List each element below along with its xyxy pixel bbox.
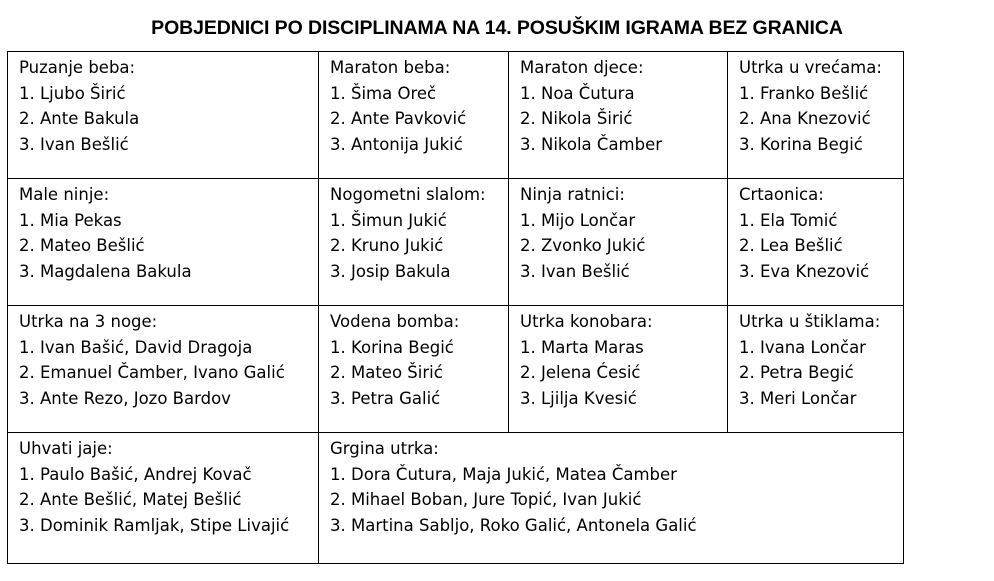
winner-third: 3. Magdalena Bakula (19, 261, 192, 281)
discipline-heading: Utrka na 3 noge: (19, 312, 158, 331)
winner-third: 3. Meri Lončar (739, 388, 857, 408)
winner-first: 1. Ivan Bašić, David Dragoja (19, 337, 253, 357)
table-row (8, 52, 904, 179)
winner-first: 1. Mia Pekas (19, 210, 122, 230)
winner-first: 1. Ljubo Širić (19, 83, 126, 103)
discipline-cell (8, 433, 319, 564)
discipline-cell (319, 306, 509, 433)
winner-first: 1. Ela Tomić (739, 210, 838, 230)
discipline-heading: Uhvati jaje: (19, 439, 113, 458)
discipline-cell (509, 52, 728, 179)
winner-third: 3. Ante Rezo, Jozo Bardov (19, 388, 231, 408)
winner-first: 1. Korina Begić (330, 337, 454, 357)
discipline-heading: Maraton djece: (520, 58, 644, 77)
discipline-heading: Ninja ratnici: (520, 185, 625, 204)
discipline-heading: Maraton beba: (330, 58, 451, 77)
winners-table (7, 51, 904, 564)
discipline-heading: Crtaonica: (739, 185, 824, 204)
page-title: POBJEDNICI PO DISCIPLINAMA NA 14. POSUŠKIM IGRAMA BEZ GRANICA (151, 17, 843, 39)
winner-third: 3. Martina Sabljo, Roko Galić, Antonela Galić (330, 515, 697, 535)
discipline-heading: Vodena bomba: (330, 312, 460, 331)
discipline-cell (509, 179, 728, 306)
winner-third: 3. Petra Galić (330, 388, 441, 408)
discipline-cell (8, 306, 319, 433)
discipline-cell (319, 52, 509, 179)
discipline-heading: Utrka u štiklama: (739, 312, 881, 331)
winner-second: 2. Petra Begić (739, 363, 854, 383)
discipline-heading: Grgina utrka: (330, 439, 439, 458)
winner-second: 2. Ante Pavković (330, 109, 467, 129)
discipline-cell (509, 306, 728, 433)
winner-second: 2. Nikola Širić (520, 109, 633, 129)
discipline-heading: Puzanje beba: (19, 58, 136, 77)
winner-first: 1. Mijo Lončar (520, 210, 636, 230)
winner-second: 2. Ante Bakula (19, 109, 140, 129)
winner-first: 1. Šima Oreč (330, 83, 437, 103)
discipline-heading: Utrka u vrećama: (739, 58, 882, 77)
winner-first: 1. Marta Maras (520, 337, 644, 357)
discipline-heading: Nogometni slalom: (330, 185, 486, 204)
winner-first: 1. Paulo Bašić, Andrej Kovač (19, 464, 252, 484)
discipline-cell (728, 306, 904, 433)
winner-third: 3. Eva Knezović (739, 261, 870, 281)
discipline-cell (319, 433, 904, 564)
winner-second: 2. Ana Knezović (739, 109, 871, 129)
discipline-cell (8, 52, 319, 179)
winner-third: 3. Nikola Čamber (520, 134, 663, 154)
winner-third: 3. Antonija Jukić (330, 134, 463, 154)
table-row (8, 306, 904, 433)
winner-second: 2. Jelena Ćesić (520, 363, 641, 383)
winner-third: 3. Ljilja Kvesić (520, 388, 637, 408)
discipline-cell (319, 179, 509, 306)
winner-second: 2. Lea Bešlić (739, 236, 843, 256)
winner-first: 1. Noa Čutura (520, 83, 635, 103)
winner-first: 1. Dora Čutura, Maja Jukić, Matea Čamber (330, 464, 677, 484)
winner-third: 3. Dominik Ramljak, Stipe Livajić (19, 515, 290, 535)
discipline-cell (728, 52, 904, 179)
discipline-heading: Utrka konobara: (520, 312, 653, 331)
discipline-heading: Male ninje: (19, 185, 110, 204)
discipline-cell (8, 179, 319, 306)
winner-second: 2. Zvonko Jukić (520, 236, 646, 256)
table-row (8, 433, 904, 564)
winner-second: 2. Emanuel Čamber, Ivano Galić (19, 363, 285, 383)
winner-third: 3. Josip Bakula (330, 261, 451, 281)
winner-first: 1. Ivana Lončar (739, 337, 866, 357)
table-row (8, 179, 904, 306)
winner-third: 3. Ivan Bešlić (520, 261, 630, 281)
winner-second: 2. Ante Bešlić, Matej Bešlić (19, 490, 242, 510)
winner-second: 2. Mateo Širić (330, 363, 443, 383)
winner-third: 3. Ivan Bešlić (19, 134, 129, 154)
winner-third: 3. Korina Begić (739, 134, 863, 154)
winner-second: 2. Kruno Jukić (330, 236, 444, 256)
winner-second: 2. Mateo Bešlić (19, 236, 145, 256)
discipline-cell (728, 179, 904, 306)
winner-first: 1. Franko Bešlić (739, 83, 869, 103)
winner-first: 1. Šimun Jukić (330, 210, 447, 230)
winner-second: 2. Mihael Boban, Jure Topić, Ivan Jukić (330, 490, 642, 510)
